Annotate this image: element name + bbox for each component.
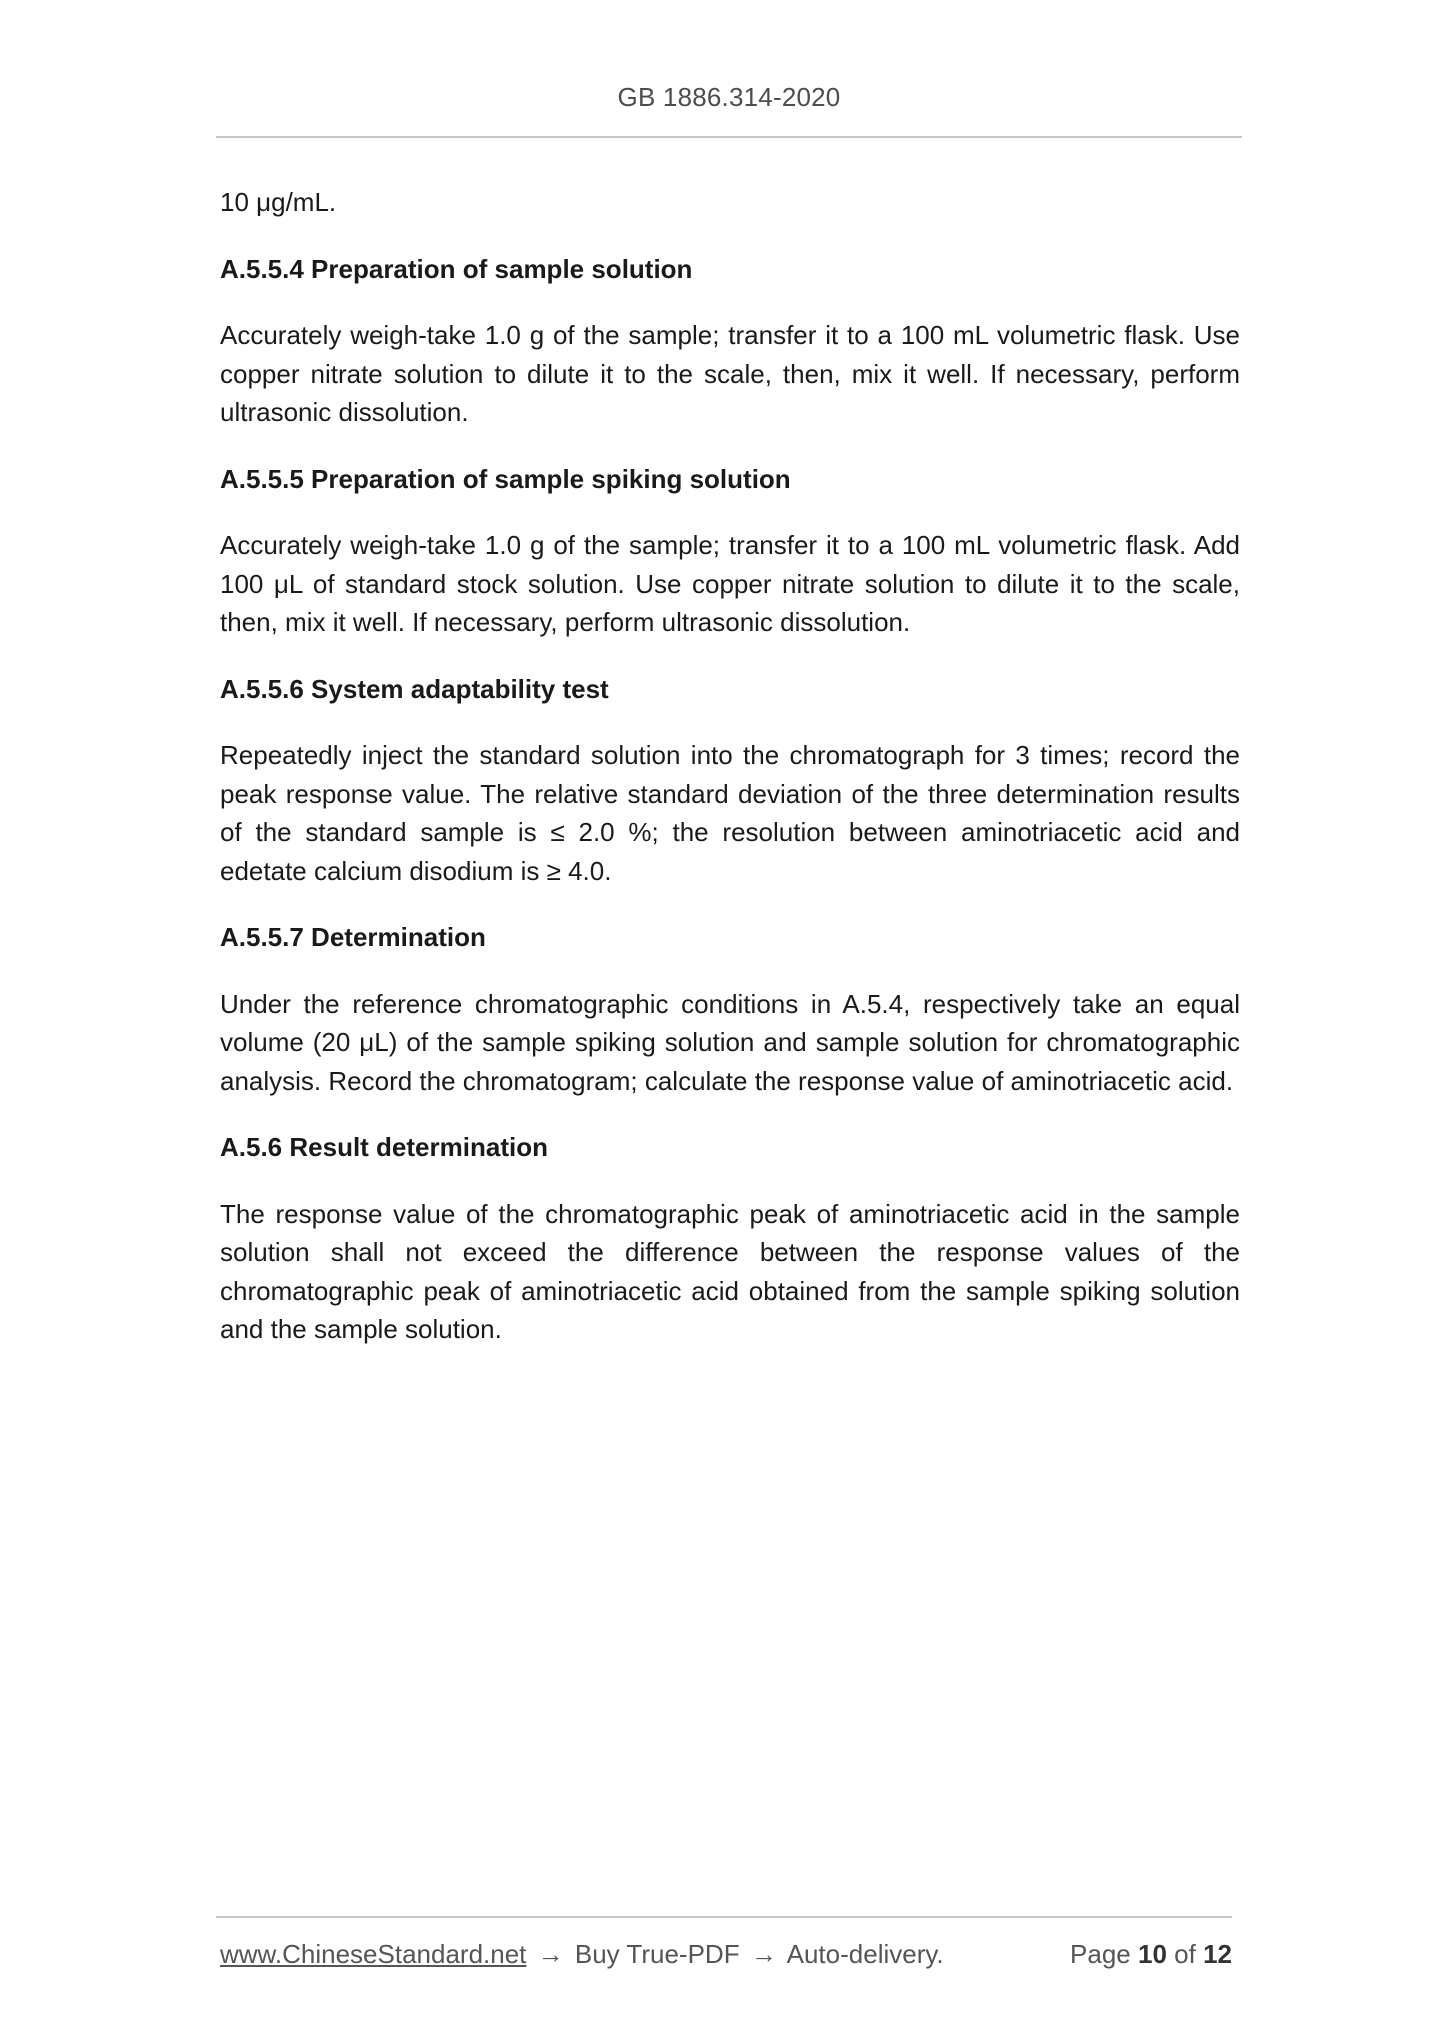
arrow-right-icon: →: [537, 1939, 564, 1969]
section-heading-a555: A.5.5.5 Preparation of sample spiking solution: [220, 463, 791, 494]
section-heading-a554: A.5.5.4 Preparation of sample solution: [220, 253, 693, 284]
section-heading-a56: A.5.6 Result determination: [220, 1132, 548, 1162]
section-paragraph-a56: The response value of the chromatographic peak of aminotriacetic acid in the sample solution shall not exceed the difference between the response values of the chromatographic peak of aminotriacetic acid obtained from the sample spiking solution and the sample solution.: [220, 1198, 1240, 1344]
buy-true-pdf-text: Buy True-PDF: [574, 1939, 740, 1969]
section-paragraph-a556: Repeatedly inject the standard solution into the chromatograph for 3 times; record the peak response value. The relative standard deviation of the three determination results of the standard sample is ≤ 2.0 %; the resolution between aminotriacetic acid and edetate calcium disodium is ≥ 4.0.: [220, 740, 1240, 886]
page-body: [220, 183, 1240, 1349]
document-code-header: GB 1886.314-2020: [617, 82, 841, 112]
section-heading-a557: A.5.5.7 Determination: [220, 922, 486, 952]
section-heading-a556: A.5.5.6 System adaptability test: [220, 673, 609, 704]
page-total-number: 12: [1203, 1939, 1232, 1969]
page-indicator: [1070, 1936, 1232, 1972]
section-paragraph-a555: Accurately weigh-take 1.0 g of the sample; transfer it to a 100 mL volumetric flask. Add 100 μL of standard stock solution. Use copper nitrate solution to dilute it to the scale, then, mix it well. If necessary, perform ultrasonic dissolution.: [220, 530, 1240, 637]
footer-promo: [220, 1936, 944, 1972]
auto-delivery-text: Auto-delivery.: [786, 1939, 944, 1969]
page-current-number: 10: [1138, 1939, 1167, 1969]
site-link[interactable]: www.ChineseStandard.net: [220, 1939, 527, 1969]
arrow-right-icon: →: [750, 1939, 777, 1969]
section-paragraph-a557: Under the reference chromatographic conditions in A.5.4, respectively take an equal volume (20 μL) of the sample spiking solution and sample solution for chromatographic analysis. Record the chromatogram; calculate the response value of aminotriacetic acid.: [220, 988, 1240, 1096]
page-label: Page: [1070, 1939, 1131, 1969]
footer-divider: [216, 1916, 1232, 1918]
header-divider: [216, 136, 1242, 138]
of-label: of: [1174, 1939, 1196, 1969]
intro-line: 10 μg/mL.: [220, 187, 337, 217]
section-paragraph-a554: Accurately weigh-take 1.0 g of the sample; transfer it to a 100 mL volumetric flask. Use copper nitrate solution to dilute it to the scale, then, mix it well. If necessary, perform ultrasonic dissolution.: [220, 320, 1240, 427]
